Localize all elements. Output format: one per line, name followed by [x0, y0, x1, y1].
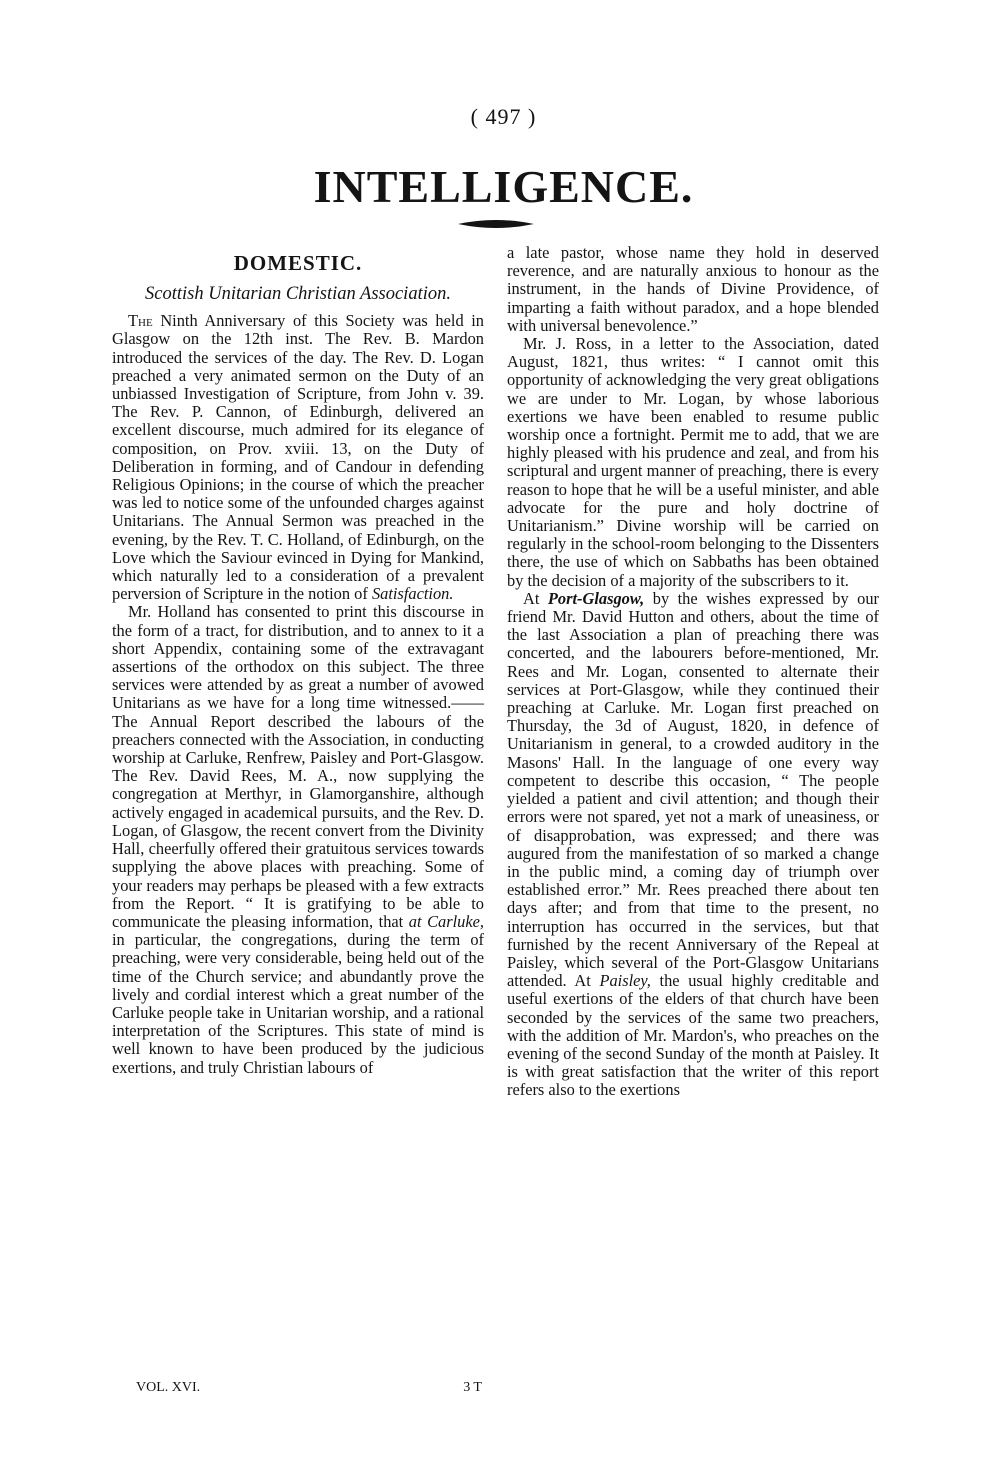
first-word: The: [128, 311, 153, 331]
ornament-divider-icon: [458, 218, 534, 230]
italic-place: Paisley,: [599, 971, 651, 991]
paragraph: [112, 603, 484, 1076]
paragraph-text: At: [523, 588, 540, 608]
page-number: ( 497 ): [470, 104, 537, 129]
page-title: INTELLIGENCE.: [313, 161, 694, 212]
right-column: [507, 244, 879, 1100]
paragraph-text: in particular, the congregations, during the term of preaching, were very considerable, being held out of the time of the Church service; and abundantly prove the lively and cordial interest which a great number of the Carluke people take in Unitarian worship, and a rational interpretation of the Scriptures. This state of mind is well known to have been produced by the judicious exertions, and truly Christian labours of: [112, 930, 484, 1077]
signature-mark: 3 T: [463, 1380, 482, 1395]
left-column: [112, 244, 484, 1077]
page-footer: [136, 1380, 482, 1396]
paragraph-text: the usual highly creditable and useful exertions of the elders of that church have been seconded by the services of the same two preachers, with the addition of Mr. Mardon's, who preaches on the evening of the second Sunday of the month at Paisley. It is with great satisfaction that the writer of this report refers also to the exertions: [507, 971, 879, 1100]
italic-place: at Carluke,: [408, 911, 485, 931]
section-subtitle: Scottish Unitarian Christian Association.: [145, 284, 451, 305]
paragraph: [507, 590, 879, 1100]
paragraph: a late pastor, whose name they hold in deserved reverence, and are naturally anxious to honour as the instrument, in the hands of Divine Providence, of imparting a faith without paradox, and a hope blended with universal benevolence.”: [507, 243, 879, 335]
section-title: DOMESTIC.: [233, 251, 363, 275]
italic-term: Satisfaction.: [371, 584, 454, 604]
paragraph-text: Mr. Holland has consented to print this discourse in the form of a tract, for distribution, and to annex to it a short Appendix, containing some of the extravagant assertions of the orthodox on this subject. The three services were attended by as great a number of avowed Unitarians as we have for a long time witnessed.——The Annual Report described the labours of the preachers connected with the Association, in conducting worship at Carluke, Renfrew, Paisley and Port-Glasgow. The Rev. David Rees, M. A., now supplying the congregation at Merthyr, in Glamorganshire, although actively engaged in academical pursuits, and the Rev. D. Logan, of Glasgow, the recent convert from the Divinity Hall, cheerfully offered their gratuitous services towards supplying the above places with preaching. Some of your readers may perhaps be pleased with a few extracts from the Report. “ It is gratifying to be able to communicate the pleasing information, that: [112, 602, 484, 931]
paragraph-text: by the wishes expressed by our friend Mr. David Hutton and others, about the time of the last Association a plan of preaching there was concerted, and the labourers before-mentioned, Mr. Rees and Mr. Logan, consented to alternate their services at Port-Glasgow, while they continued their preaching at Carluke. Mr. Logan first preached on Thursday, the 3d of August, 1820, in defence of Unitarianism in general, to a crowded auditory in the Masons' Hall. In the language of one every way competent to describe this occasion, “ The people yielded a patient and civil attention; and though their errors were not spared, yet not a mark of uneasiness, or of disapprobation, was expressed; and there was augured from the manifestation of so marked a change in the public mind, a coming day of triumph over established error.” Mr. Rees preached there about ten days after; and from that time to the present, no interruption has occurred in the services, but that furnished by the recent Anniversary of the Repeal at Paisley, which several of the Port-Glasgow Unitarians attended. At: [507, 588, 880, 991]
paragraph: [112, 312, 484, 603]
volume-label: VOL. XVI.: [136, 1380, 201, 1395]
italic-place: Port-Glasgow,: [547, 588, 645, 608]
paragraph-text: Ninth Anniversary of this Society was held in Glasgow on the 12th inst. The Rev. B. Mardon introduced the services of the day. The Rev. D. Logan preached a very animated sermon on the Duty of an unbiassed Investigation of Scripture, from John v. 39. The Rev. P. Cannon, of Edinburgh, delivered an excellent discourse, much admired for its elegance of composition, on Prov. xviii. 13, on the Duty of Deliberation in forming, and of Candour in defending Religious Opinions; in the course of which the preacher was led to notice some of the unfounded charges against Unitarians. The Annual Sermon was preached in the evening, by the Rev. T. C. Holland, of Edinburgh, on the Love which the Saviour evinced in Dying for Mankind, which naturally led to a consideration of a prevalent perversion of Scripture in the notion of: [112, 311, 484, 604]
paragraph: Mr. J. Ross, in a letter to the Association, dated August, 1821, thus writes: “ I cannot omit this opportunity of acknowledging the very great obligations we are under to Mr. Logan, by whose laborious exertions we have been enabled to resume public worship once a fortnight. Permit me to add, that we are highly pleased with his prudence and zeal, and from his scriptural and urgent manner of preaching, there is every reason to hope that he will be a useful minister, and able advocate for the pure and holy doctrine of Unitarianism.” Divine worship will be carried on regularly in the school-room belonging to the Dissenters there, the use of which on Sabbaths has been obtained by the decision of a majority of the subscribers to it.: [507, 334, 879, 590]
